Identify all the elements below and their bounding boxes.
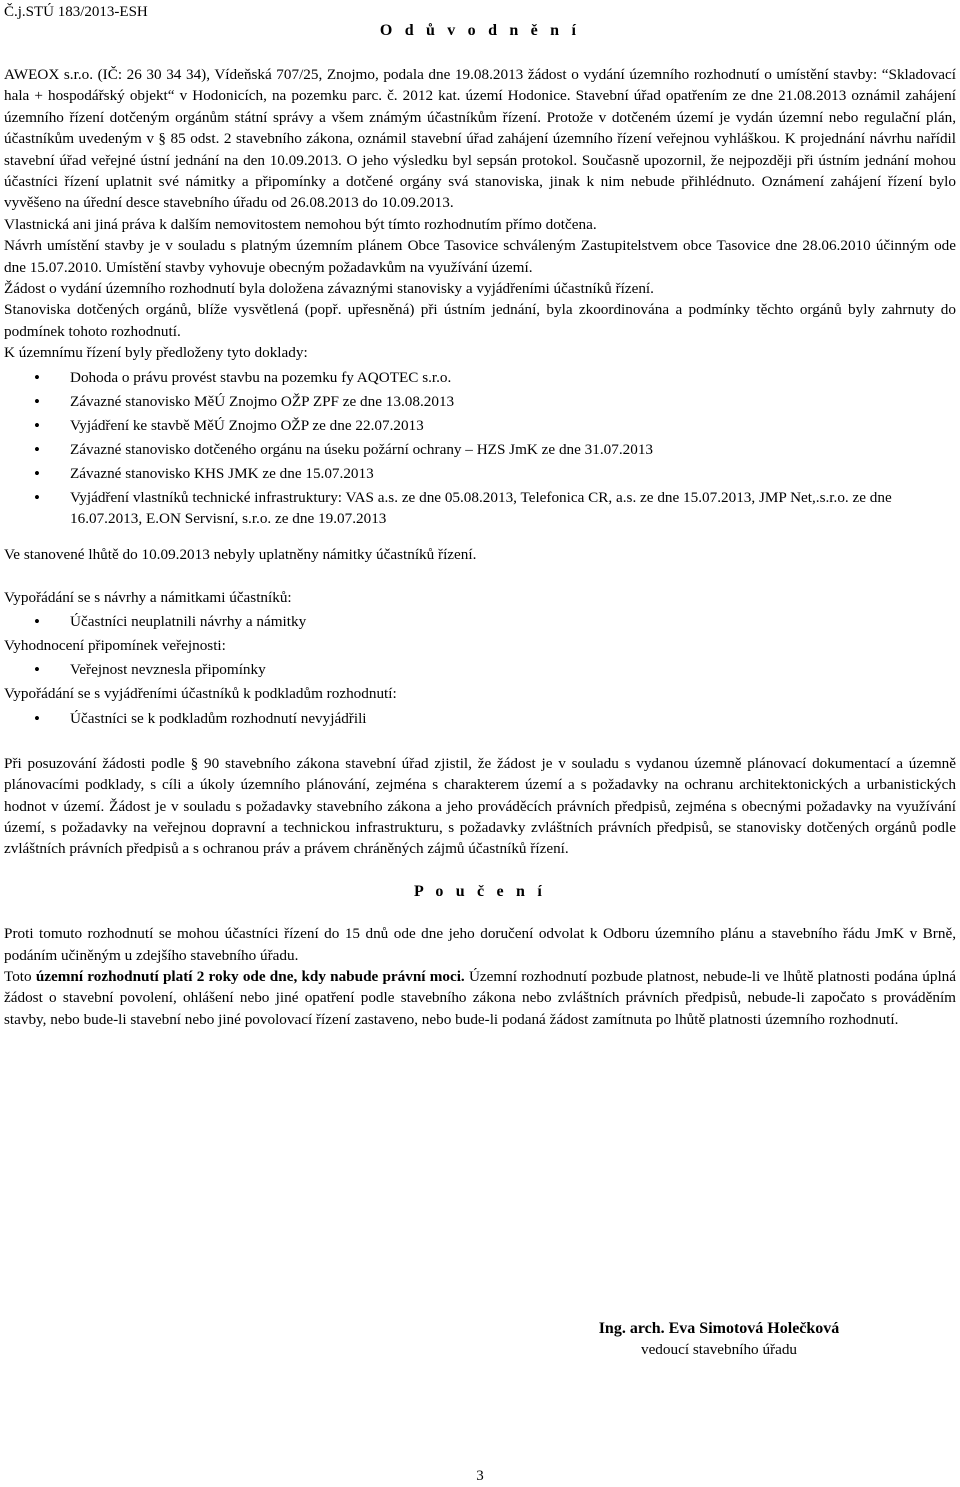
paragraph-validity	[4, 966, 956, 1030]
document-reference: Č.j.STÚ 183/2013-ESH	[4, 4, 148, 20]
list-item: • Dohoda o právu provést stavbu na pozemku fy AQOTEC s.r.o.	[4, 367, 956, 388]
paragraph-property-rights: Vlastnická ani jiná práva k dalším nemovitostem nemohou být tímto rozhodnutím přímo dotčena.	[4, 215, 597, 233]
paragraph-no-objections: Ve stanovené lhůtě do 10.09.2013 nebyly uplatněny námitky účastníků řízení.	[4, 546, 477, 564]
heading-proposals: Vypořádání se s návrhy a námitkami účastníků:	[4, 588, 292, 606]
list-item: • Účastníci se k podkladům rozhodnutí nevyjádřili	[4, 708, 956, 729]
list-item: • Veřejnost nevznesla připomínky	[4, 659, 956, 680]
list-item: • Závazné stanovisko dotčeného orgánu na úseku požární ochrany – HZS JmK ze dne 31.07.2013	[4, 439, 956, 460]
signature-block	[574, 1318, 864, 1361]
paragraph-application: AWEOX s.r.o. (IČ: 26 30 34 34), Vídeňská 707/25, Znojmo, podala dne 19.08.2013 žádost o vydání územního rozhodnutí o umístění stavby: “Skladovací hala + hospodářský objekt“ v Hodonicích, na pozemku parc. č. 2012 kat. území Hodonice. Stavební úřad opatřením ze dne 21.08.2013 oznámil zahájení územního řízení dotčeným orgánům státní správy a všem známým účastníkům řízení. Protože v dotčeném území je vydán územní nebo regulační plán, účastníkům uvedeným v § 85 odst. 2 stavebního zákona, oznámil stavební úřad zahájení územního řízení veřejnou vyhláškou. K projednání návrhu nařídil stavební úřad veřejné ústní jednání na den 10.09.2013. O jeho výsledku byl sepsán protokol. Současně upozornil, že nejpozději při ústním jednání mohou účastníci řízení uplatnit své námitky a připomínky a dotčené orgány svá stanoviska, jinak k nim nebude přihlédnuto. Oznámení zahájení řízení bylo vyvěšeno na úřední desce stavebního úřadu od 26.08.2013 do 10.09.2013.	[4, 66, 956, 212]
validity-prefix: Toto	[4, 967, 36, 985]
validity-bold: územní rozhodnutí platí 2 roky ode dne, kdy nabude právní moci.	[35, 967, 465, 985]
validity-rest: Územní rozhodnutí pozbude platnost, nebude-li ve lhůtě platnosti podána úplná žádost o stavební povolení, ohlášení nebo jiné opatření podle stavebního zákona nebo zvláštních právních předpisů, nebude-li započato s prováděním stavby, nebo bude-li stavební nebo jiné povolovací řízení zastaveno, nebo bude-li podaná žádost zamítnuta po lhůtě platnosti územního rozhodnutí.	[4, 967, 956, 1028]
list-item: • Účastníci neuplatnili návrhy a námitky	[4, 611, 956, 632]
list-item: • Závazné stanovisko KHS JMK ze dne 15.07.2013	[4, 463, 956, 484]
paragraph-assessment: Při posuzování žádosti podle § 90 stavebního zákona stavební úřad zjistil, že žádost je v souladu s vydanou územně plánovací dokumentací a územně plánovacími podklady, s cíli a úkoly územního plánování, zejména s charakterem území a s požadavky na ochranu architektonických a urbanistických hodnot v území. Žádost je v souladu s požadavky stavebního zákona a jeho prováděcích právních předpisů, zejména s obecnými požadavky na využívání území, s požadavky na veřejnou dopravní a technickou infrastrukturu, s požadavky zvláštních právních předpisů, se stanovisky dotčených orgánů podle zvláštních právních předpisů a s ochranou práv a právem chráněných zájmů účastníků řízení.	[4, 754, 956, 858]
section-title-oduvodneni: O d ů v o d n ě n í	[379, 22, 581, 39]
paragraph-binding-opinions: Žádost o vydání územního rozhodnutí byla doložena závaznými stanovisky a vyjádřeními účastníků řízení.	[4, 280, 654, 298]
participant-statements-list	[4, 708, 956, 729]
page-number: 3	[476, 1468, 484, 1484]
signatory-role: vedoucí stavebního úřadu	[640, 1341, 798, 1359]
paragraph-authority-opinions: Stanoviska dotčených orgánů, blíže vysvětlená (popř. upřesněná) při ústním jednání, byla zkoordinována a podmínky těchto orgánů byly zahrnuty do podmínek tohoto rozhodnutí.	[4, 301, 956, 340]
paragraph-documents-intro: K územnímu řízení byly předloženy tyto doklady:	[4, 344, 308, 362]
list-item: • Vyjádření ke stavbě MěÚ Znojmo OŽP ze dne 22.07.2013	[4, 415, 956, 436]
section-title-pouceni: P o u č e n í	[414, 882, 546, 900]
public-comments-list	[4, 659, 956, 680]
heading-participant-statements: Vypořádání se s vyjádřeními účastníků k podkladům rozhodnutí:	[4, 685, 397, 703]
paragraph-zoning-plan: Návrh umístění stavby je v souladu s platným územním plánem Obce Tasovice schváleným Zastupitelstvem obce Tasovice dne 28.06.2010 účinným ode dne 15.07.2010. Umístění stavby vyhovuje obecným požadavkům na využívání území.	[4, 237, 956, 276]
signatory-name: Ing. arch. Eva Simotová Holečková	[598, 1320, 840, 1337]
documents-list	[4, 367, 956, 530]
list-item: • Vyjádření vlastníků technické infrastruktury: VAS a.s. ze dne 05.08.2013, Telefonica CR, a.s. ze dne 15.07.2013, JMP Net,.s.r.o. ze dne 16.07.2013, E.ON Servisní, s.r.o. ze dne 19.07.2013	[4, 487, 956, 530]
list-item: • Závazné stanovisko MěÚ Znojmo OŽP ZPF ze dne 13.08.2013	[4, 391, 956, 412]
paragraph-appeal: Proti tomuto rozhodnutí se mohou účastníci řízení do 15 dnů ode dne jeho doručení odvolat k Odboru územního plánu a stavebního řádu JmK v Brně, podáním učiněným u zdejšího stavebního úřadu.	[4, 925, 956, 964]
document-body	[4, 64, 956, 1030]
proposals-list	[4, 611, 956, 632]
heading-public-comments: Vyhodnocení připomínek veřejnosti:	[4, 636, 226, 654]
